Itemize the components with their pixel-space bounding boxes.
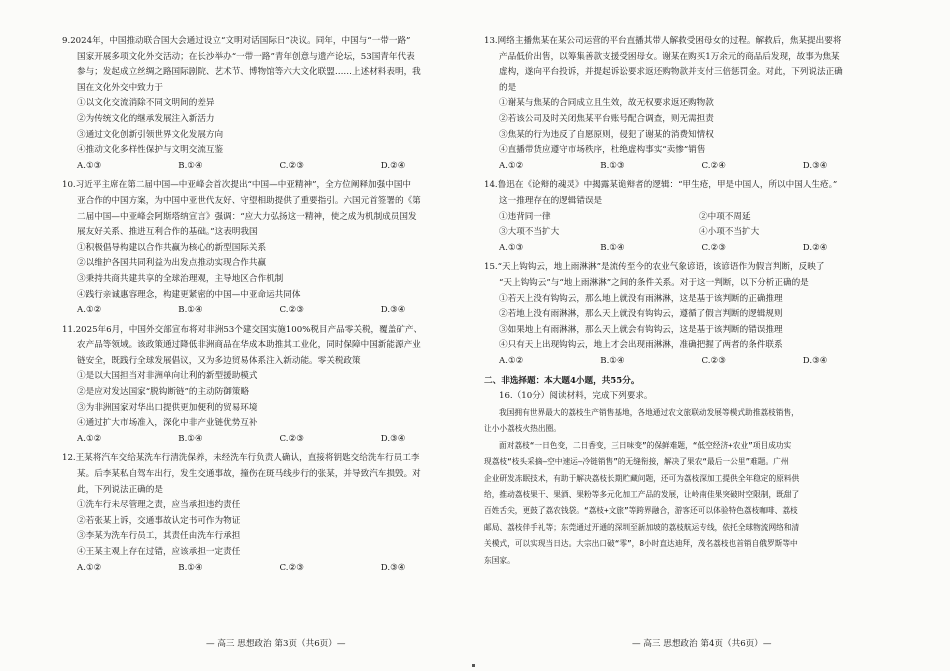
option-item: ①是以大国担当对非洲单向让利的新型援助模式 bbox=[77, 371, 258, 382]
binding-mark bbox=[472, 664, 475, 667]
question-stem-line: 农产品等领域。该政策通过降低非洲商品在华成本助推其工业化，同时保障中国新能源产业 bbox=[77, 340, 421, 351]
choice-d: D.③④ bbox=[380, 562, 406, 573]
question-stem-line: 此，下列说法正确的是 bbox=[77, 484, 163, 495]
option-item: ③大项不当扩大 bbox=[499, 227, 560, 238]
passage-line: 现荔枝“枝头采摘—空中速运—冷链销售”的无缝衔接，解决了果农“最后一公里”难题。广州 bbox=[484, 457, 789, 467]
answer-choices bbox=[62, 561, 482, 577]
choice-b: B.①④ bbox=[178, 562, 203, 573]
left-page-column bbox=[62, 34, 482, 580]
option-row bbox=[484, 225, 904, 241]
passage-line: 关模式，可以实现当日达。大宗出口破“零”，8小时直达迪拜，茂名荔枝也首销自俄罗斯等中 bbox=[484, 539, 798, 549]
section-heading: 二、非选择题：本大题4小题，共55分。 bbox=[484, 376, 640, 387]
choice-a: A.①② bbox=[77, 562, 102, 573]
option-item: ④通过扩大市场准入，深化中非产业链优势互补 bbox=[77, 418, 258, 429]
question-stem-line: 二届中国—中亚峰会阿斯塔纳宣言》强调：“应大力弘扬这一精神，使之成为机制成员国发 bbox=[77, 211, 417, 222]
question-stem-line: 11.2025年6月，中国外交部宣布将对非洲53个建交国实施100%税目产品零关税，覆盖矿产、 bbox=[62, 324, 423, 335]
question-stem-line: 12.王某将汽车交给某洗车行清洗保养，未经洗车行负责人确认，直接将钥匙交给洗车行员工李 bbox=[62, 453, 420, 464]
option-item: ③秉持共商共建共享的全球治理观，主导地区合作机制 bbox=[77, 273, 284, 284]
question-stem-line: 13.网络主播焦某在某公司运营的平台直播其带人解救受困母女的过程。解救后，焦某提出要将 bbox=[484, 36, 842, 46]
choice-d: D.②④ bbox=[380, 160, 406, 171]
choice-d: D.③④ bbox=[802, 160, 828, 171]
option-item: ④小项不当扩大 bbox=[699, 227, 760, 238]
option-item: ①积极倡导构建以合作共赢为核心的新型国际关系 bbox=[77, 242, 267, 253]
choice-b: B.①④ bbox=[178, 433, 203, 444]
option-item: ①洗车行未尽管理之责，应当承担违约责任 bbox=[77, 500, 241, 511]
question-stem-line: 9.2024年，中国推动联合国大会通过设立“文明对话国际日”决议。同年，中国与“一带一路” bbox=[62, 36, 411, 46]
choice-b: B.①④ bbox=[178, 160, 203, 171]
option-item: ②若地上没有雨淋淋，那么天上就没有钩钩云，遵循了假言判断的逻辑规则 bbox=[499, 309, 783, 320]
question-stem-line: 的是 bbox=[499, 82, 517, 93]
question-stem-line: “天上钩钩云”与“地上雨淋淋”之间的条件关系。对于这一判断，以下分析正确的是 bbox=[499, 277, 809, 288]
page-footer-right: — 高三 思想政治 第4页（共6页）— bbox=[632, 639, 772, 649]
option-item: ①谢某与焦某的合同成立且生效，故无权要求返还购物款 bbox=[499, 98, 714, 109]
choice-b: B.①④ bbox=[600, 242, 625, 253]
question-14 bbox=[484, 178, 904, 256]
question-stem-line: 15.“天上钩钩云，地上雨淋淋”是流传至今的农业气象谚语，该谚语作为假言判断，反映了 bbox=[484, 262, 825, 273]
choice-c: C.②③ bbox=[279, 160, 304, 171]
choice-b: B.①④ bbox=[178, 305, 203, 316]
choice-d: D.③④ bbox=[380, 305, 406, 316]
choice-c: C.②③ bbox=[701, 355, 726, 366]
question-stem-line: 10.习近平主席在第二届中国—中亚峰会首次提出“中国—中亚精神”，全方位阐释加强中国中 bbox=[62, 180, 412, 191]
right-page-column bbox=[484, 34, 904, 573]
question-stem-line: 参与；发起成立丝绸之路国际剧院、艺术节、博物馆等六大文化联盟……上述材料表明，我 bbox=[77, 67, 421, 78]
choice-b: B.①④ bbox=[600, 355, 625, 366]
option-item: ①若天上没有钩钩云，那么地上就没有雨淋淋，这是基于该判断的正确推理 bbox=[499, 293, 783, 304]
question-stem-line: 国家开展多项文化外交活动；在长沙举办“一带一路”青年创意与遗产论坛，53国青年代表 bbox=[77, 51, 415, 62]
choice-a: A.①② bbox=[77, 433, 102, 444]
page-footer-left: — 高三 思想政治 第3页（共6页）— bbox=[206, 639, 346, 649]
question-stem-line: 链安全，既践行全球发展倡议，又为多边贸易体系注入新动能。零关税政策 bbox=[77, 355, 361, 366]
option-item: ④推动文化多样性保护与文明交流互鉴 bbox=[77, 145, 224, 156]
option-item: ①违背同一律 bbox=[499, 211, 551, 222]
choice-b: B.①③ bbox=[600, 160, 625, 171]
choice-c: C.②③ bbox=[701, 242, 726, 253]
question-15 bbox=[484, 260, 904, 369]
answer-choices bbox=[484, 159, 904, 175]
option-item: ④直播带货应遵守市场秩序，杜绝虚构事实“卖惨”销售 bbox=[499, 145, 706, 156]
option-item: ④只有天上出现钩钩云，地上才会出现雨淋淋，准确把握了两者的条件联系 bbox=[499, 340, 783, 351]
question-13 bbox=[484, 34, 904, 174]
passage-line: 给，推动荔枝果干、果酒、果粉等多元化加工产品的发展，让岭南佳果突破时空限制，既甜了 bbox=[484, 490, 800, 500]
option-item: ③李某为洗车行员工，其责任由洗车行承担 bbox=[77, 531, 241, 542]
option-item: ③为非洲国家对华出口提供更加便利的贸易环境 bbox=[77, 402, 258, 413]
question-stem-line: 展友好关系、推进互利合作的基础。”这表明我国 bbox=[77, 227, 258, 238]
choice-d: D.②④ bbox=[802, 242, 828, 253]
option-row bbox=[484, 210, 904, 226]
question-stem-line: 国在文化外交中致力于 bbox=[77, 82, 163, 93]
option-item: ③焦某的行为违反了自愿原则，侵犯了谢某的消费知情权 bbox=[499, 129, 714, 140]
answer-choices bbox=[62, 303, 482, 319]
question-stem-line: 亚合作的中国方案，为中国中亚世代友好、守望相助提供了重要指引。六国元首签署的《第 bbox=[77, 195, 421, 206]
option-item: ②若张某上诉，交通事故认定书可作为物证 bbox=[77, 515, 241, 526]
choice-a: A.①② bbox=[499, 160, 524, 171]
question-stem-line: 16.（10分）阅读材料，完成下列要求。 bbox=[499, 391, 653, 402]
question-12 bbox=[62, 451, 482, 576]
option-item: ①以文化交流消除不同文明间的差异 bbox=[77, 98, 215, 109]
reading-passage bbox=[484, 405, 904, 569]
choice-a: A.①③ bbox=[77, 160, 102, 171]
choice-c: C.②③ bbox=[279, 562, 304, 573]
passage-line: 我国拥有世界最大的荔枝生产销售基地，各地通过农文旅联动发展等模式助推荔枝销售， bbox=[499, 408, 799, 418]
passage-line: 让小小荔枝火热出圈。 bbox=[484, 424, 561, 434]
choice-c: C.②④ bbox=[701, 160, 726, 171]
option-item: ②以维护各国共同利益为出发点推动实现合作共赢 bbox=[77, 258, 267, 269]
choice-a: A.①② bbox=[77, 305, 102, 316]
question-9 bbox=[62, 34, 482, 174]
option-item: ③通过文化创新引领世界文化发展方向 bbox=[77, 129, 224, 140]
option-item: ③如果地上有雨淋淋，那么天上就会有钩钩云，这是基于该判断的错误推理 bbox=[499, 324, 783, 335]
answer-choices bbox=[62, 159, 482, 175]
question-16 bbox=[484, 389, 904, 569]
passage-line: 面对荔枝“一日色变，二日香变，三日味变”的保鲜难题，“低空经济+农业”项目成功实 bbox=[499, 440, 792, 450]
answer-choices bbox=[484, 241, 904, 257]
passage-line: 企业研发冻眠技术，有助于解决荔枝长期贮藏问题，还可为荔枝深加工提供全年稳定的原料供 bbox=[484, 473, 800, 483]
choice-a: A.①② bbox=[499, 355, 524, 366]
question-stem-line: 14.鲁迅在《论辩的魂灵》中揭露某诡辩者的逻辑：“甲生疮，甲是中国人，所以中国人生疮。” bbox=[484, 180, 838, 191]
choice-a: A.①③ bbox=[499, 242, 524, 253]
answer-choices bbox=[484, 354, 904, 370]
choice-c: C.②③ bbox=[279, 305, 304, 316]
option-item: ②为传统文化的继承发展注入新活力 bbox=[77, 113, 215, 124]
option-item: ②中项不周延 bbox=[699, 211, 751, 222]
option-item: ④王某主观上存在过错，应该承担一定责任 bbox=[77, 547, 241, 557]
choice-d: D.③④ bbox=[802, 355, 828, 366]
question-stem-line: 某。后李某私自驾车出行，发生交通事故，撞伤在斑马线步行的张某，并导致汽车损毁。对 bbox=[77, 469, 421, 480]
option-item: ②若该公司及时关闭焦某平台账号配合调查，则无需担责 bbox=[499, 113, 714, 124]
option-item: ④践行亲诚惠容理念，构建更紧密的中国—中亚命运共同体 bbox=[77, 289, 301, 300]
question-stem-line: 虚构，遂向平台投诉，并提起诉讼要求返还购物款并支付三倍惩罚金。对此，下列说法正确 bbox=[499, 67, 843, 78]
choice-c: C.②③ bbox=[279, 433, 304, 444]
passage-line: 邮局、荔枝伴手礼等；东莞通过开通的深圳至新加坡的荔枝航运专线，依托全球物流网络和清 bbox=[484, 522, 800, 532]
question-11 bbox=[62, 323, 482, 448]
question-10 bbox=[62, 178, 482, 318]
option-item: ②是应对发达国家“脱钩断链”的主动防御策略 bbox=[77, 387, 250, 398]
passage-line: 百姓舌尖，更鼓了荔农钱袋。“荔枝+文旅”等跨界融合，游客还可以体验特色荔枝咖啡、荔枝 bbox=[484, 506, 798, 516]
choice-d: D.③④ bbox=[380, 433, 406, 444]
question-stem-line: 这一推理存在的逻辑错误是 bbox=[499, 195, 603, 206]
passage-line: 东国家。 bbox=[484, 555, 515, 565]
question-stem-line: 产品低价出售，以筹集善款支援受困母女。谢某在购买1万余元的商品后发现，故事为焦某 bbox=[499, 51, 840, 62]
answer-choices bbox=[62, 432, 482, 448]
